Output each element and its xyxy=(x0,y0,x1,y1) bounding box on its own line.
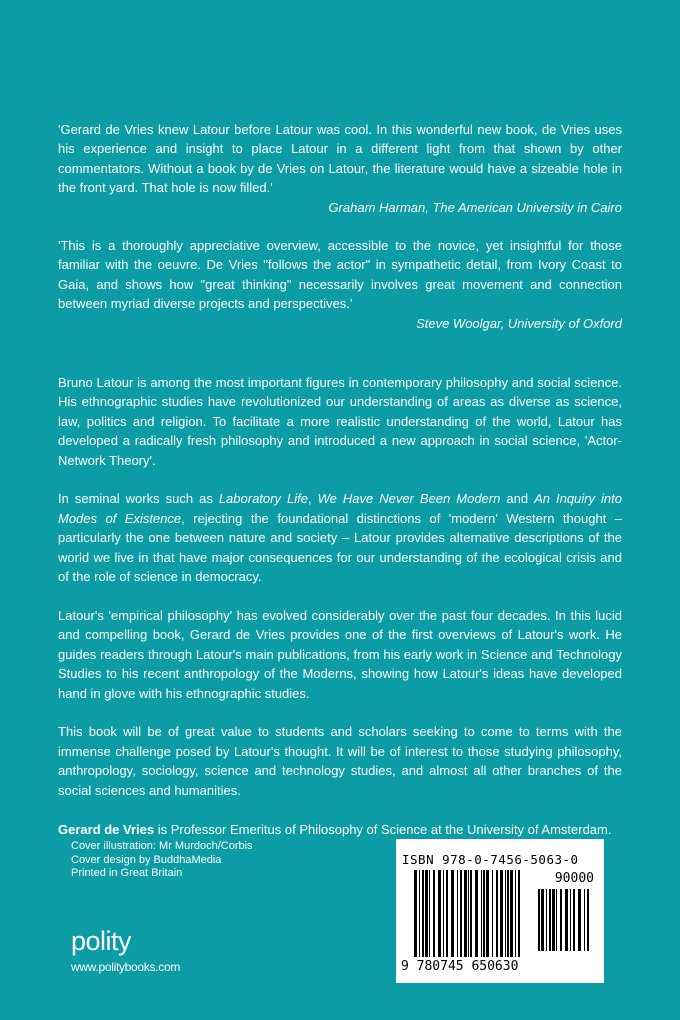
quote-attribution: Steve Woolgar, University of Oxford xyxy=(416,315,622,331)
author-name: Gerard de Vries xyxy=(58,821,155,837)
barcode-bar xyxy=(510,870,513,957)
text: , rejecting the foundational distinctions of 'modern' Western thought – particularly the one between nature and society – Latour provides alternative descriptions of the world we live in that have major consequences for our understanding of the ecological crisis and of the role of science in democracy. xyxy=(58,510,622,585)
credit-line: Cover design by BuddhaMedia xyxy=(71,853,222,866)
barcode-bar xyxy=(422,870,424,957)
barcode-bar xyxy=(419,870,420,957)
quote-attribution: Graham Harman, The American University in Cairo xyxy=(328,199,622,215)
isbn-text: ISBN 978-0-7456-5063-0 xyxy=(402,852,579,867)
description-paragraph: Bruno Latour is among the most important figures in contemporary philosophy and social science. His ethnographic studies have revolutionized our understanding of areas as diverse as science, law, politics and religion. To facilitate a more realistic understanding of the world, Latour has developed a radically fresh philosophy and introduced a new approach in social science, 'Actor-Network Theory'. xyxy=(58,375,622,468)
description-paragraph: Latour's 'empirical philosophy' has evolved considerably over the past four decades. In this lucid and compelling book, Gerard de Vries provides one of the first overviews of Latour's work. He guides readers through Latour's main publications, from his early work in Science and Technology Studies to his recent anthropology of the Moderns, showing how Latour's ideas have developed hand in glove with his ethnographic studies. xyxy=(58,607,622,701)
description-paragraph xyxy=(58,489,622,586)
barcode-bar xyxy=(464,870,467,957)
barcode-bar xyxy=(515,870,516,957)
barcode-bar xyxy=(565,889,568,951)
addon-barcode-bars xyxy=(538,889,590,951)
barcode-bar xyxy=(433,870,435,957)
text: , xyxy=(307,491,318,507)
endorsements xyxy=(58,120,622,333)
work-title: Laboratory Life xyxy=(218,491,308,507)
barcode-bar xyxy=(470,870,472,957)
barcode-bar xyxy=(556,889,557,951)
quote-text: 'This is a thoroughly appreciative overview, accessible to the novice, yet insightful for those familiar with the oeuvre. De Vries "follows the actor" in sympathetic detail, from Ivory Coast to Gaia, and shows how "great thinking" necessarily involves great movement and connection between myriad diverse projects and perspectives.' xyxy=(58,238,622,312)
barcode-bar xyxy=(500,870,503,957)
barcode-bar xyxy=(549,889,551,951)
work-title: We Have Never Been Modern xyxy=(317,491,501,507)
barcode-bar xyxy=(468,870,469,957)
credit-line: Cover illustration: Mr Murdoch/Corbis xyxy=(71,840,253,852)
quote-text: 'Gerard de Vries knew Latour before Latour was cool. In this wonderful new book, de Vries uses his experience and insight to place Latour in a different light from that shown by other commentators. Without a book by de Vries on Latour, the literature would have a sizeable hole in the front yard. That hole is now filled.' xyxy=(58,122,622,196)
barcode-bar xyxy=(414,870,417,957)
barcode-bar xyxy=(560,889,562,951)
endorsement-harman xyxy=(58,120,622,217)
barcode-bar xyxy=(429,870,430,957)
barcode-bar xyxy=(552,889,555,951)
barcode-bar xyxy=(496,870,498,957)
barcode-bar xyxy=(446,870,448,957)
barcode-bars xyxy=(414,870,520,957)
barcode-bar xyxy=(538,889,540,951)
publisher-logo: polity xyxy=(71,926,132,956)
barcode-bar xyxy=(425,870,428,957)
isbn-barcode xyxy=(396,839,604,983)
credit-line: Printed in Great Britain xyxy=(71,867,183,879)
barcode-bar xyxy=(546,889,547,951)
barcode-bar xyxy=(475,870,478,957)
description-paragraph: This book will be of great value to students and scholars seeking to come to terms with the immense challenge posed by Latour's thought. It will be of interest to those studying philosophy, anthropology, sociology, science and technology studies, and almost all other branches of the social sciences and humanities. xyxy=(58,724,622,798)
barcode-bar xyxy=(443,870,444,957)
work-title: An Inquiry into Modes of Existence xyxy=(58,491,622,526)
barcode-bar xyxy=(584,889,585,951)
barcode-bar xyxy=(483,870,485,957)
author-bio-text: is Professor Emeritus of Philosophy of Science at the University of Amsterdam. xyxy=(154,821,612,837)
barcode-bar xyxy=(492,870,493,957)
barcode-bar xyxy=(507,870,509,957)
barcode-bar xyxy=(460,870,462,957)
barcode-bar xyxy=(457,870,458,957)
barcode-bar xyxy=(578,889,581,951)
price-addon-text: 90000 xyxy=(554,871,594,886)
barcode-bar xyxy=(481,870,482,957)
publisher-url: www.politybooks.com xyxy=(71,960,181,974)
barcode-bar xyxy=(505,870,506,957)
barcode-bar xyxy=(518,870,520,957)
cover-credits xyxy=(71,840,253,881)
barcode-bar xyxy=(451,870,454,957)
barcode-bar xyxy=(573,889,575,951)
barcode-bar xyxy=(570,889,571,951)
text: In seminal works such as xyxy=(58,491,219,507)
author-bio xyxy=(58,820,622,839)
endorsement-woolgar xyxy=(58,236,622,333)
text-column xyxy=(58,120,622,839)
barcode-bar xyxy=(587,889,589,951)
ean-digits: 9 780745 650630 xyxy=(401,959,519,974)
barcode-bar xyxy=(438,870,441,957)
barcode-bar xyxy=(541,889,544,951)
book-description xyxy=(58,373,622,800)
barcode-bar xyxy=(486,870,489,957)
text: and xyxy=(500,491,535,507)
